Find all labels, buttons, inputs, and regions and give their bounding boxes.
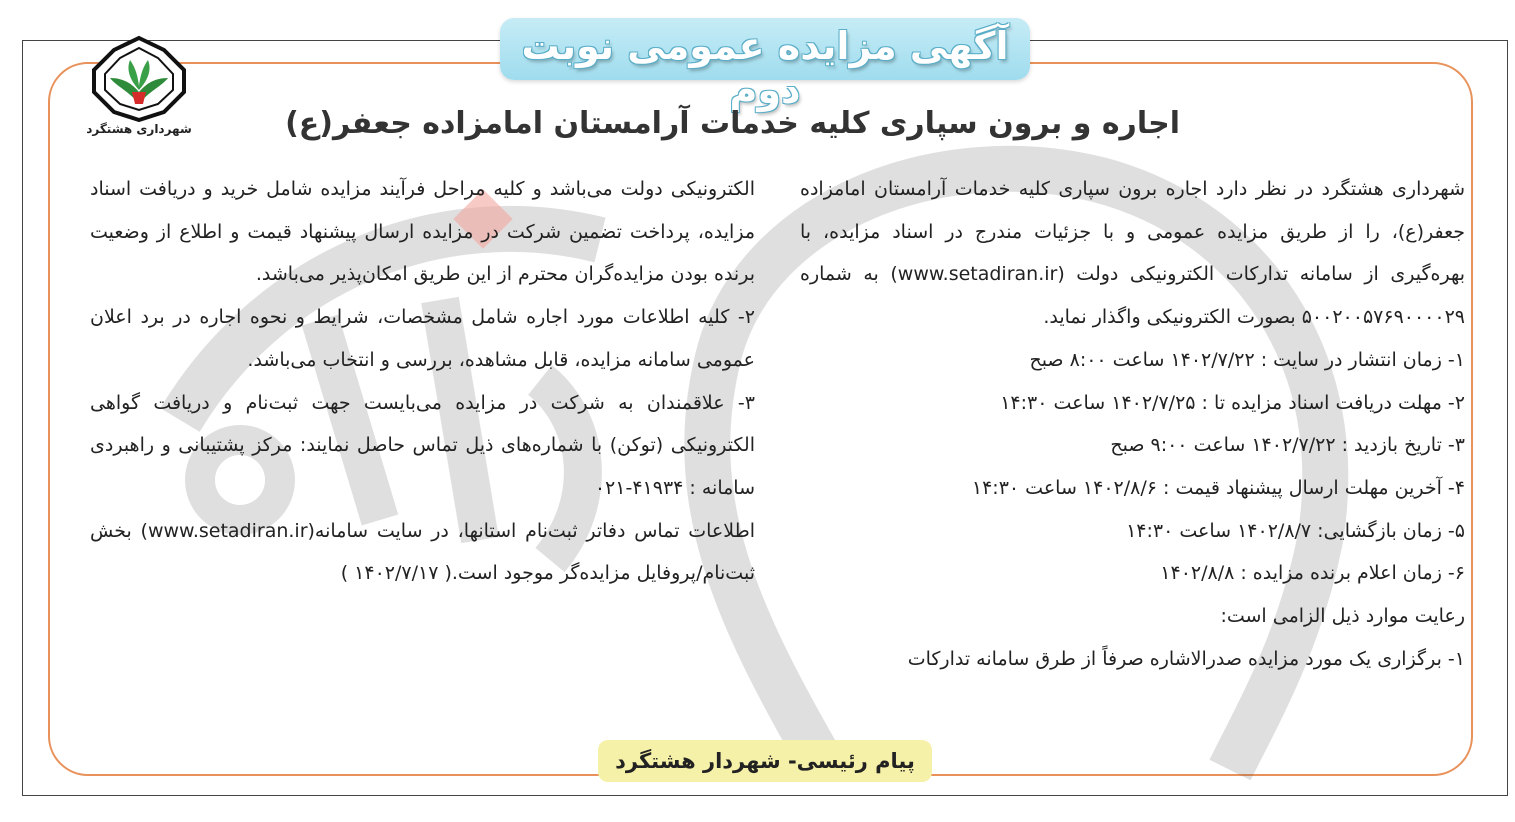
emblem-icon [80, 34, 198, 122]
item-document-deadline: ۲- مهلت دریافت اسناد مزایده تا : ۱۴۰۲/۷/۲۵ ساعت ۱۴:۳۰ [1000, 391, 1465, 414]
contact-info: اطلاعات تماس دفاتر ثبت‌نام استانها، در سایت سامانه(www.setadiran.ir) بخش ثبت‌نام/پروفایل مزایده‌گر موجود است.( ۱۴۰۲/۷/۱۷ ) [90, 519, 755, 585]
item-visit-date: ۳- تاریخ بازدید : ۱۴۰۲/۷/۲۲ ساعت ۹:۰۰ صبح [1110, 434, 1465, 457]
item-offer-deadline: ۴- آخرین مهلت ارسال پیشنهاد قیمت : ۱۴۰۲/۸/۶ ساعت ۱۴:۳۰ [971, 476, 1465, 499]
item-publish-date: ۱- زمان انتشار در سایت : ۱۴۰۲/۷/۲۲ ساعت ۸:۰۰ صبح [1029, 348, 1465, 371]
requirement-1-continued: الکترونیکی دولت می‌باشد و کلیه مراحل فرآیند مزایده شامل خرید و دریافت اسناد مزایده، پرداخت تضمین شرکت در مزایده ارسال پیشنهاد قیمت و اطلاع از وضعیت برنده بودن مزایده‌گران محترم از این طریق امکان‌پذیر می‌باشد. [90, 178, 755, 286]
item-winner-announcement: ۶- زمان اعلام برنده مزایده : ۱۴۰۲/۸/۸ [1160, 562, 1465, 585]
municipality-logo [80, 34, 198, 144]
mayor-signature: پیام رئیسی- شهردار هشتگرد [598, 740, 932, 782]
requirements-heading: رعایت موارد ذیل الزامی است: [1220, 605, 1465, 628]
item-opening-date: ۵- زمان بازگشایی: ۱۴۰۲/۸/۷ ساعت ۱۴:۳۰ [1126, 519, 1465, 542]
requirement-3: ۳- علاقمندان به شرکت در مزایده می‌بایست جهت ثبت‌نام و دریافت گواهی الکترونیکی (توکن) با شماره‌های ذیل تماس حاصل نمایند: مرکز پشتیبانی و راهبردی سامانه : ۴۱۹۳۴-۰۲۱ [90, 391, 755, 499]
intro-paragraph: شهرداری هشتگرد در نظر دارد اجاره برون سپاری کلیه خدمات آرامستان امامزاده جعفر(ع)، را از طریق مزایده عمومی و با جزئیات مندرج در اسناد مزایده، با بهره‌گیری از سامانه تدارکات الکترونیکی دولت (www.setadiran.ir) به شماره ۵۰۰۲۰۰۵۷۶۹۰۰۰۰۲۹ بصورت الکترونیکی واگذار نماید. [800, 178, 1465, 329]
banner-title: آگهی مزایده عمومی نوبت دوم [521, 24, 1009, 112]
right-text-column [800, 168, 1465, 680]
notice-subtitle: اجاره و برون سپاری کلیه خدمات آرامستان امامزاده جعفر(ع) [285, 106, 1180, 141]
left-text-column [90, 168, 755, 595]
logo-caption: شهرداری هشتگرد [86, 122, 192, 136]
requirement-2: ۲- کلیه اطلاعات مورد اجاره شامل مشخصات، شرایط و نحوه اجاره در برد اعلان عمومی سامانه مزایده، قابل مشاهده، بررسی و انتخاب می‌باشد. [90, 306, 755, 371]
title-banner [500, 18, 1030, 112]
requirement-1-start: ۱- برگزاری یک مورد مزایده صدرالاشاره صرفاً از طرق سامانه تدارکات [907, 647, 1465, 670]
